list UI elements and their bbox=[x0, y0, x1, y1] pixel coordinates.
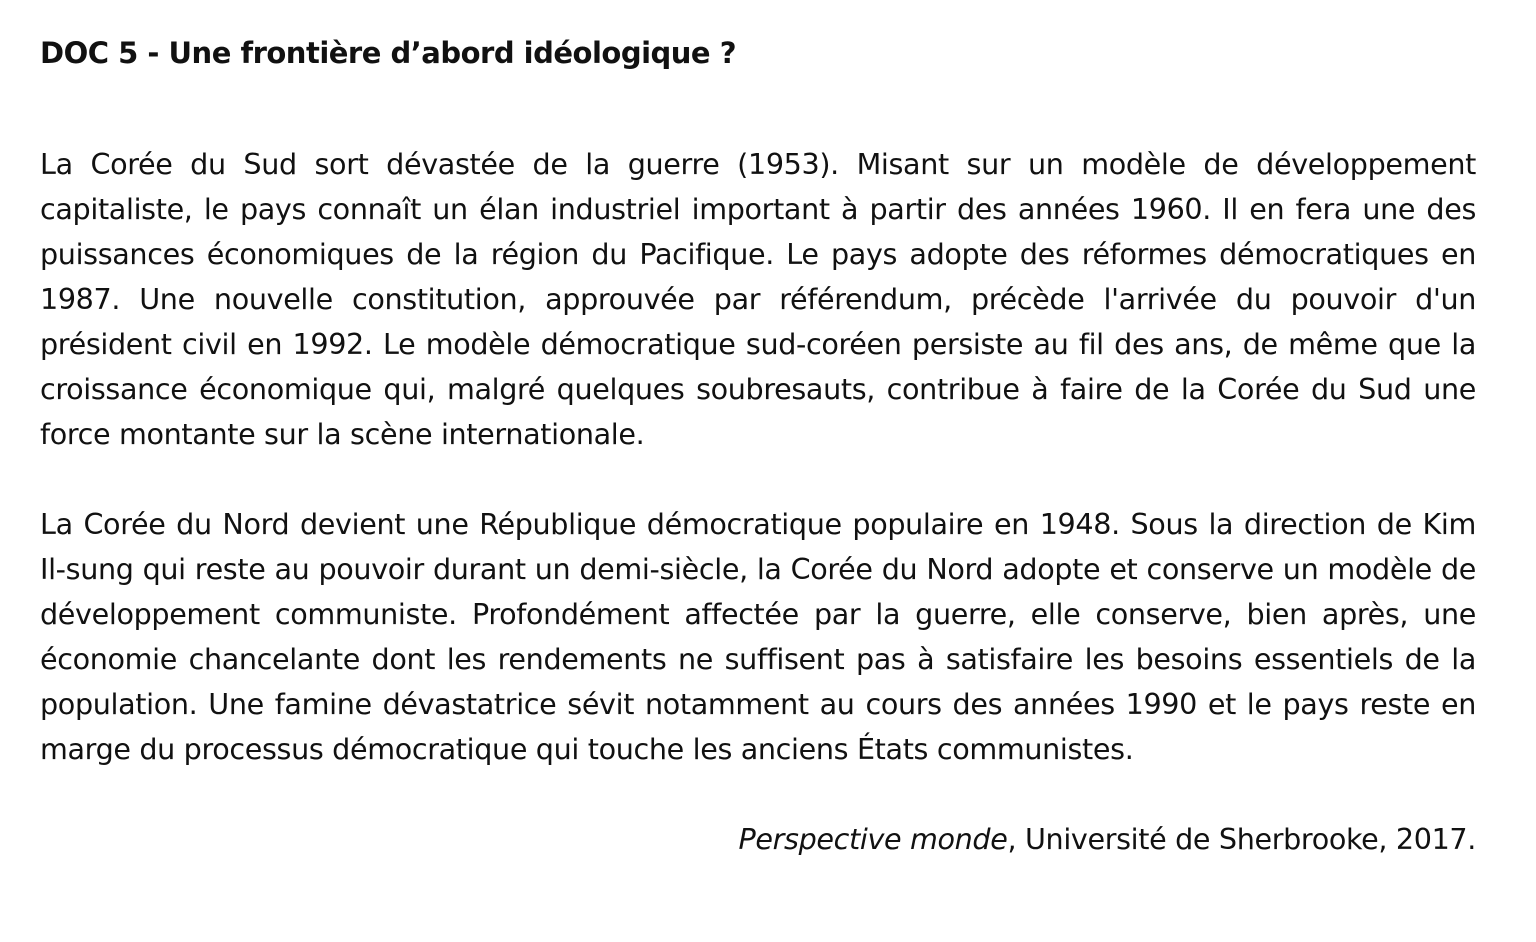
document bbox=[40, 28, 1476, 862]
source-citation bbox=[40, 817, 1476, 862]
paragraph-south-korea: La Corée du Sud sort dévastée de la guerre (1953). Misant sur un modèle de développement capitaliste, le pays connaît un élan industriel important à partir des années 1960. Il en fera une des puissances économiques de la région du Pacifique. Le pays adopte des réformes démocratiques en 1987. Une nouvelle constitution, approuvée par référendum, précède l'arrivée du pouvoir d'un président civil en 1992. Le modèle démocratique sud-coréen persiste au fil des ans, de même que la croissance économique qui, malgré quelques soubresauts, contribue à faire de la Corée du Sud une force montante sur la scène internationale. bbox=[40, 147, 1476, 451]
source-work-title: Perspective monde bbox=[738, 822, 1008, 856]
document-title: DOC 5 - Une frontière d’abord idéologique ? bbox=[40, 36, 737, 70]
source-details: , Université de Sherbrooke, 2017. bbox=[1007, 822, 1476, 856]
paragraph-north-korea: La Corée du Nord devient une République démocratique populaire en 1948. Sous la direction de Kim Il-sung qui reste au pouvoir durant un demi-siècle, la Corée du Nord adopte et conserve un modèle de développement communiste. Profondément affectée par la guerre, elle conserve, bien après, une économie chancelante dont les rendements ne suffisent pas à satisfaire les besoins essentiels de la population. Une famine dévastatrice sévit notamment au cours des années 1990 et le pays reste en marge du processus démocratique qui touche les anciens États communistes. bbox=[40, 507, 1476, 766]
